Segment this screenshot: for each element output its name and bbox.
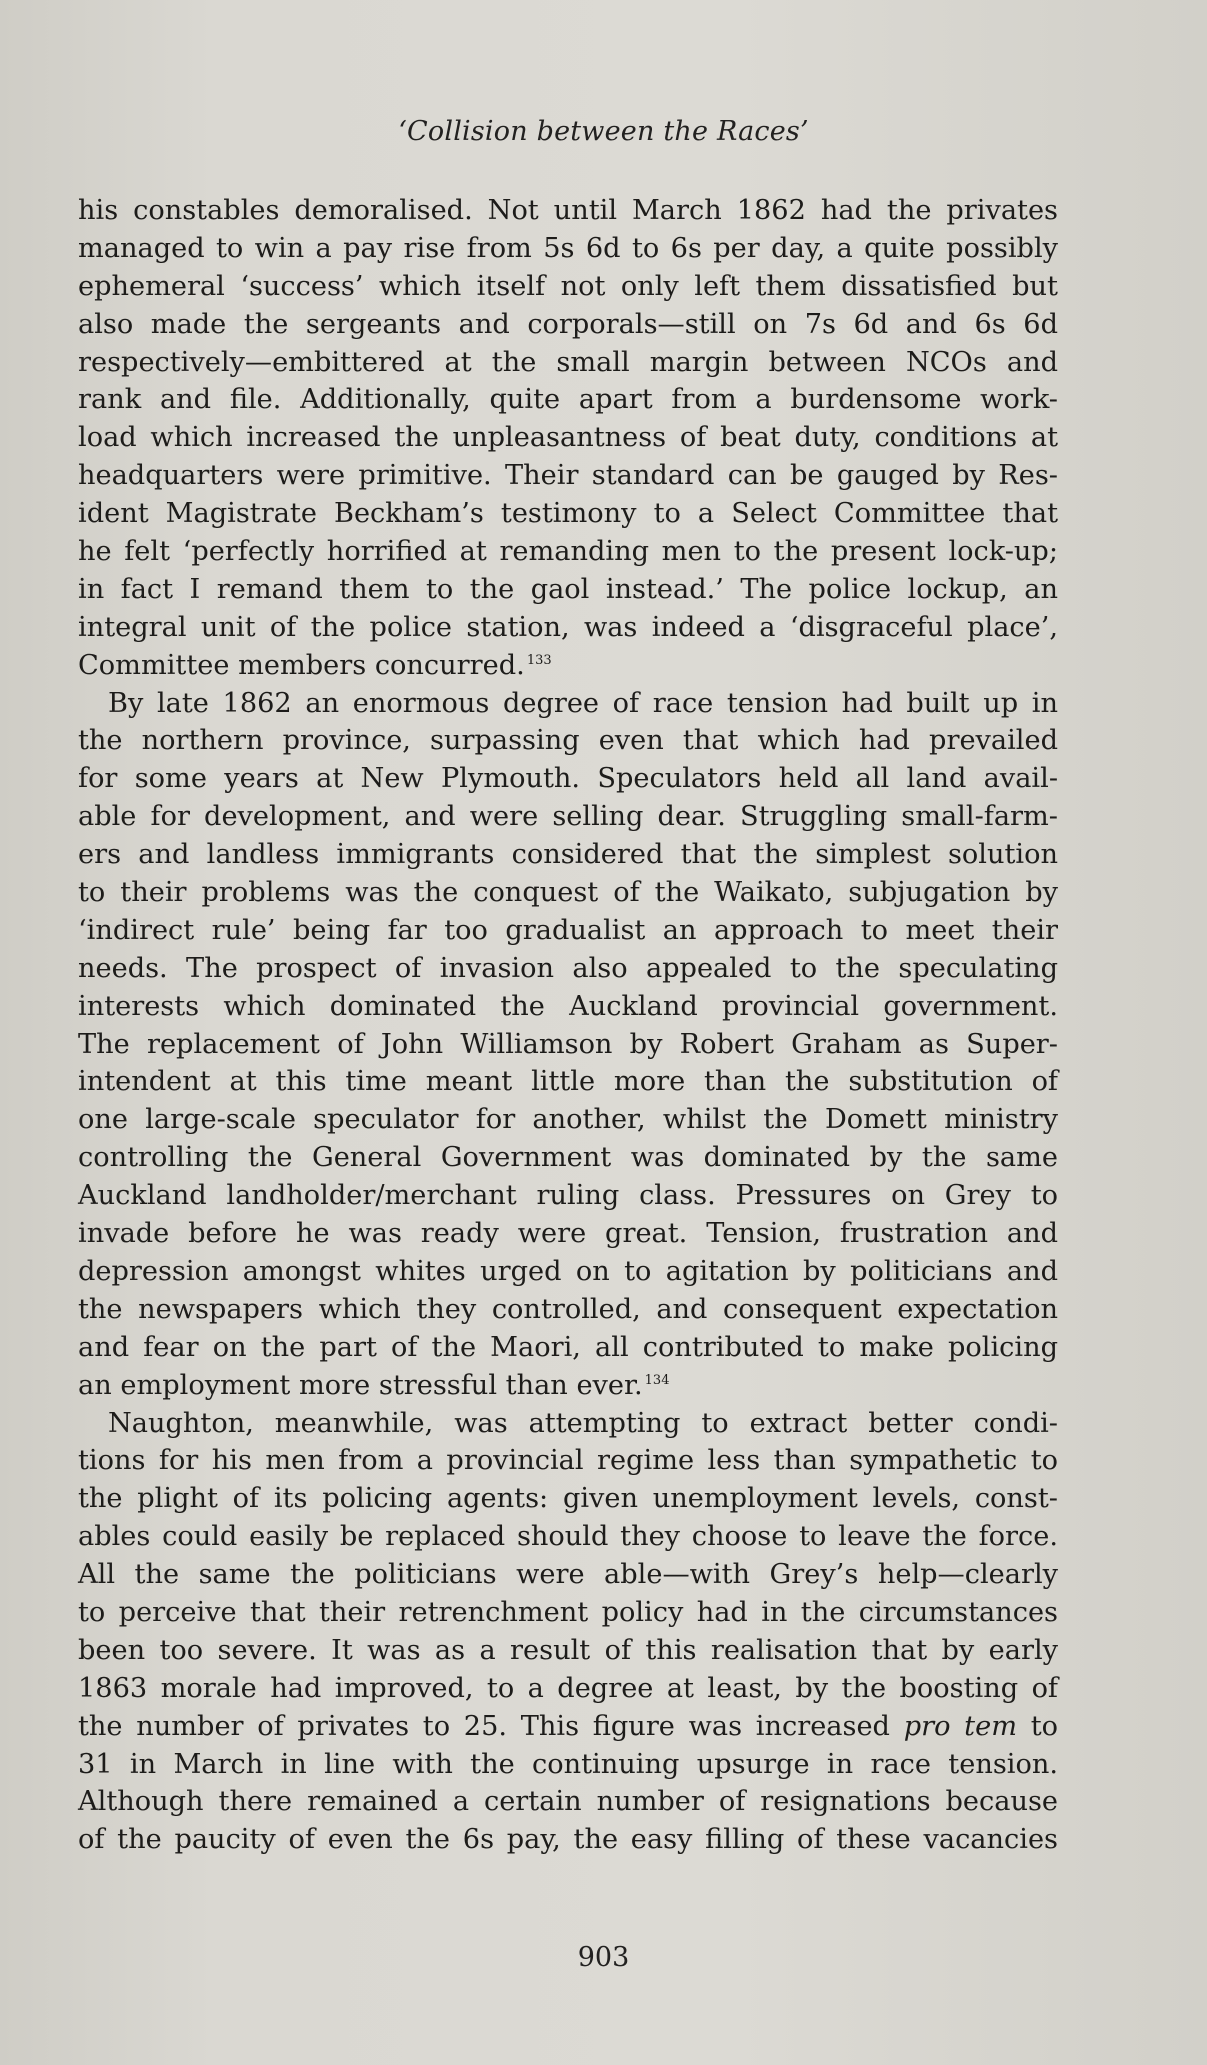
text-line: needs. The prospect of invasion also appealed to the speculating: [78, 952, 1058, 984]
text-line-last: [78, 1367, 1058, 1405]
text-line-last: [78, 647, 1058, 685]
text-line-indented: Naughton, meanwhile, was attempting to extract better condi-: [108, 1407, 1058, 1439]
text-line-content: an employment more stressful than ever.: [78, 1369, 643, 1401]
text-line: 1863 morale had improved, to a degree at least, by the boosting of: [78, 1672, 1058, 1704]
text-line: invade before he was ready were great. Tension, frustration and: [78, 1218, 1058, 1250]
text-line: of the paucity of even the 6s pay, the easy filling of these vacancies: [78, 1824, 1058, 1856]
text-line: The replacement of John Williamson by Robert Graham as Super-: [78, 1028, 1058, 1060]
italic-phrase: pro tem: [903, 1710, 1017, 1742]
text-line: managed to win a pay rise from 5s 6d to 6s per day, a quite possibly: [78, 232, 1058, 264]
text-line: the northern province, surpassing even that which had prevailed: [78, 725, 1058, 757]
text-line: and fear on the part of the Maori, all contributed to make policing: [78, 1331, 1058, 1363]
text-line-indented: By late 1862 an enormous degree of race tension had built up in: [108, 687, 1058, 719]
text-line: his constables demoralised. Not until March 1862 had the privates: [78, 195, 1058, 226]
text-line: 31 in March in line with the continuing upsurge in race tension.: [78, 1748, 1058, 1780]
page-number: 903: [577, 1942, 630, 1973]
text-line: controlling the General Government was dominated by the same: [78, 1142, 1058, 1174]
text-line: also made the sergeants and corporals—still on 7s 6d and 6s 6d: [78, 308, 1058, 340]
text-line: for some years at New Plymouth. Speculators held all land avail-: [78, 763, 1058, 795]
text-line: Auckland landholder/merchant ruling class. Pressures on Grey to: [78, 1180, 1058, 1212]
text-line: headquarters were primitive. Their standard can be gauged by Res-: [78, 460, 1058, 492]
text-line: respectively—embittered at the small margin between NCOs and: [78, 346, 1058, 378]
footnote-marker: 134: [644, 1372, 670, 1388]
text-line: Although there remained a certain number of resignations because: [78, 1786, 1058, 1818]
text-line: interests which dominated the Auckland provincial government.: [78, 990, 1058, 1022]
text-line: ephemeral ‘success’ which itself not only left them dissatisfied but: [78, 270, 1058, 302]
text-line: depression amongst whites urged on to agitation by politicians and: [78, 1255, 1058, 1287]
paragraph: [78, 1405, 1058, 1860]
footnote-marker: 133: [526, 652, 552, 668]
text-line: integral unit of the police station, was indeed a ‘disgraceful place’,: [78, 611, 1058, 643]
text-line: been too severe. It was as a result of this realisation that by early: [78, 1634, 1058, 1666]
text-line-content: Committee members concurred.: [78, 649, 525, 681]
text-line: load which increased the unpleasantness of beat duty, conditions at: [78, 422, 1058, 454]
text-line: to their problems was the conquest of the Waikato, subjugation by: [78, 877, 1058, 909]
text-line: intendent at this time meant little more than the substitution of: [78, 1066, 1058, 1098]
text-line: able for development, and were selling dear. Struggling small-farm-: [78, 801, 1058, 833]
text-line: ‘indirect rule’ being far too gradualist an approach to meet their: [78, 914, 1058, 946]
text-line: All the same the politicians were able—with Grey’s help—clearly: [78, 1559, 1058, 1591]
text-line: rank and file. Additionally, quite apart from a burdensome work-: [78, 384, 1058, 416]
text-line: in fact I remand them to the gaol instead.’ The police lockup, an: [78, 573, 1058, 605]
body-text: [78, 192, 1058, 1859]
text-line: ident Magistrate Beckham’s testimony to a Select Committee that: [78, 498, 1058, 530]
text-line: ers and landless immigrants considered that the simplest solution: [78, 839, 1058, 871]
text-line: to perceive that their retrenchment policy had in the circumstances: [78, 1596, 1058, 1628]
text-line: tions for his men from a provincial regime less than sympathetic to: [78, 1445, 1058, 1477]
text-line: the number of privates to 25. This figure was increased pro tem to: [78, 1710, 1059, 1742]
text-line: ables could easily be replaced should they choose to leave the force.: [78, 1521, 1058, 1553]
paragraph: [78, 192, 1058, 685]
text-line: the newspapers which they controlled, and consequent expectation: [78, 1293, 1058, 1325]
text-line: one large-scale speculator for another, whilst the Domett ministry: [78, 1104, 1058, 1136]
text-line: he felt ‘perfectly horrified at remanding men to the present lock-up;: [78, 536, 1058, 568]
paragraph: [78, 685, 1058, 1405]
text-line: the plight of its policing agents: given unemployment levels, const-: [78, 1483, 1058, 1515]
running-head: ‘Collision between the Races’: [398, 116, 809, 147]
